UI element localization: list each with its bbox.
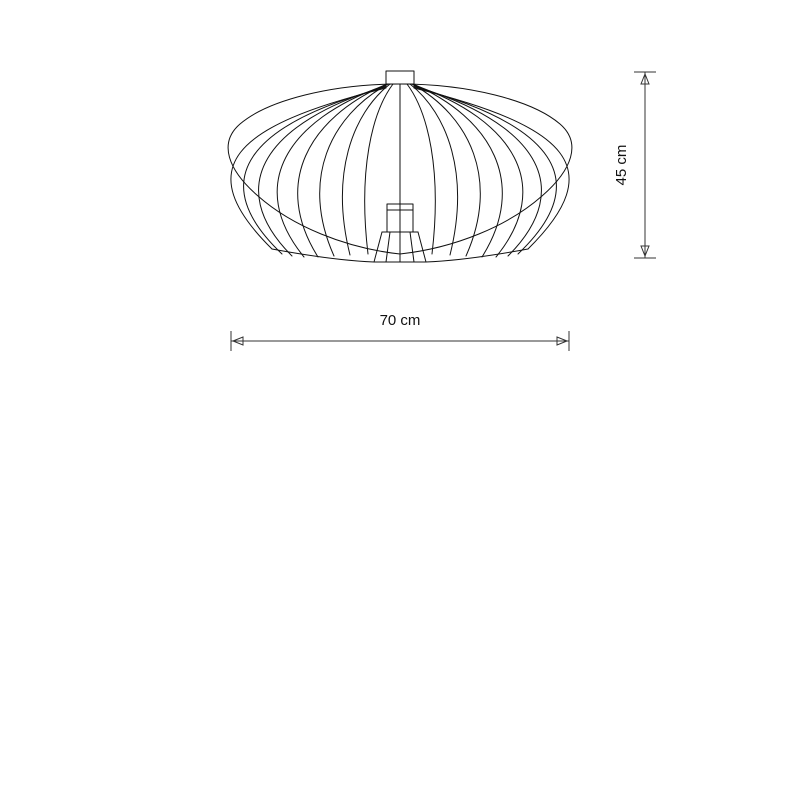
lamp-ribs-right [407, 84, 569, 257]
lamp-top-cap [386, 71, 414, 84]
width-dimension-label: 70 cm [379, 312, 421, 329]
width-dimension [231, 312, 569, 351]
height-dimension [613, 72, 656, 258]
height-dimension-label: 45 cm [613, 144, 630, 186]
lamp-ribs-left [231, 84, 393, 257]
lamp-shade-illustration [228, 71, 572, 262]
